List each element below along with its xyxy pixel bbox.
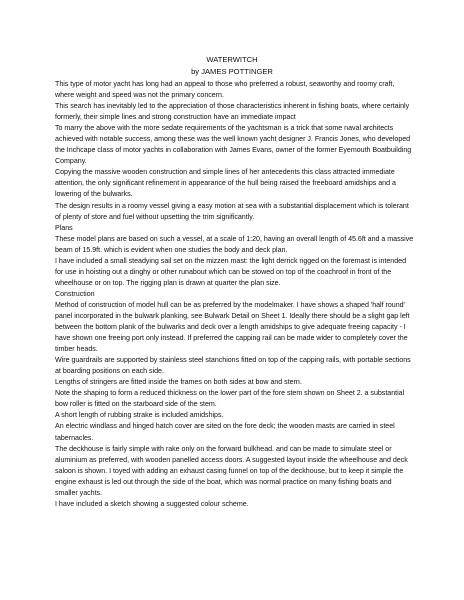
heading-plans: Plans bbox=[55, 223, 73, 232]
paragraph-windlass: An electric windlass and hinged hatch cover are sited on the fore deck; the wooden masts are carried in steel tabernacles. bbox=[55, 422, 395, 442]
paragraph-colour-scheme: I have included a sketch showing a suggested colour scheme. bbox=[55, 499, 249, 508]
paragraph-sail-rigging: I have included a small steadying sail set on the mizzen mast: the light derrick rigged on the foremast is intended for use in hoisting out a dinghy or other runabout which can be stowed on top of the coachroof in front of the wheelhouse or on top. The rigging plan is drawn at quarter the plan size. bbox=[55, 256, 406, 287]
document-body bbox=[55, 79, 415, 510]
document-title: WATERWITCH bbox=[206, 55, 258, 64]
heading-construction: Construction bbox=[55, 289, 95, 298]
paragraph-construction-lines: Copying the massive wooden construction and simple lines of her antecedents this class attracted immediate attention, the only significant refinement in appearance of the hull being raised the freeboard amidships and a lowering of the bulwarks. bbox=[55, 168, 396, 199]
paragraph-hull-method: Method of construction of model hull can be as preferred by the modelmaker. I have shows a shaped 'half round' panel incorporated in the bulwark planking, see Bulwark Detail on Sheet 1. Ideally there should be a slight gap left between the bottom plank of the bulwarks and deck over a length amidships to give adequate freeing capacity - I have shown one freeing port only instead. If preferred the capping rail can be made wider to completely cover the timber heads. bbox=[55, 300, 410, 354]
paragraph-fishing-boats: This search has inevitably led to the appreciation of those characteristics inherent in fishing boats, where certainly formerly, their simple lines and strong construction have an immediate impact bbox=[55, 102, 410, 122]
paragraph-guardrails: Wire guardrails are supported by stainless steel stanchions fitted on top of the capping rails, with portable sections at boarding positions on each side. bbox=[55, 356, 411, 376]
paragraph-naval-architects: To marry the above with the more sedate requirements of the yachtsman is a trick that some naval architects achieved with notable success, among these was the well known yacht designer J. Francis Jones, who developed the Inchcape class of motor yachts in collaboration with James Evans, owner of the former Eyemouth Boatbuilding Company. bbox=[55, 124, 412, 166]
paragraph-design-results: The design results in a roomy vessel giving a easy motion at sea with a substantial displacement which is tolerant of plenty of store and fuel without upsetting the trim significantly. bbox=[55, 201, 409, 221]
paragraph-stringers: Lengths of stringers are fitted inside the frames on both sides at bow and stern. bbox=[55, 378, 302, 387]
document-byline: by JAMES POTTINGER bbox=[191, 67, 273, 76]
paragraph-model-plans: These model plans are based on such a vessel, at a scale of 1:20, having an overall length of 45.6ft and a massive beam of 15.9ft. which is evident when one studies the body and deck plan. bbox=[55, 234, 414, 254]
paragraph-rubbing-strake: A short length of rubbing strake is included amidships. bbox=[55, 411, 224, 420]
paragraph-intro: This type of motor yacht has long had an appeal to those who preferred a robust, seaworthy and roomy craft, where weight and speed was not the primary concern. bbox=[55, 80, 395, 100]
paragraph-fore-stem: Note the shaping to form a reduced thickness on the lower part of the fore stem shown on Sheet 2. a substantial bow roller is fitted on the starboard side of the stem. bbox=[55, 389, 405, 409]
paragraph-deckhouse: The deckhouse is fairly simple with rake only on the forward bulkhead. and can be made to simulate steel or aluminium as preferred, with wooden panelled access doors. A suggested layout inside the wheelhouse and deck saloon is shown. I toyed with adding an exhaust casing funnel on top of the deckhouse, but to keep it simple the engine exhaust is led out through the side of the boat, which was normal practice on many fishing boats and smaller yachts. bbox=[55, 444, 408, 497]
